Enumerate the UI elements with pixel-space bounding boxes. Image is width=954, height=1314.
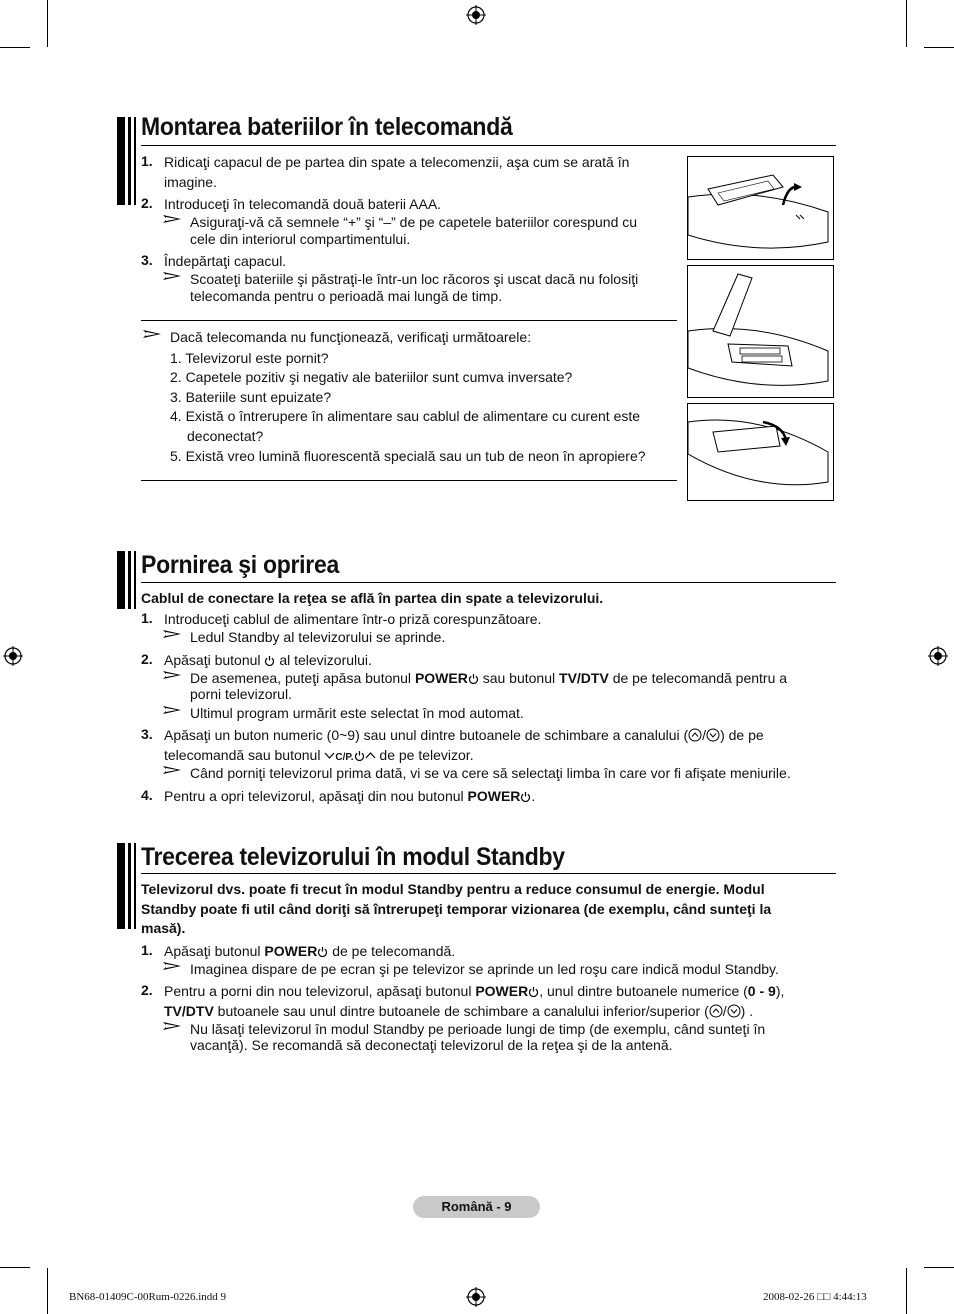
step-text-part: ) . — [740, 1003, 754, 1019]
step-text: Îndepărtaţi capacul. — [164, 253, 287, 269]
power-icon — [468, 673, 479, 684]
title-rule — [141, 582, 836, 583]
step-text-part: Apăsaţi un buton numeric (0~9) sau unul dintre butoanele de schimbare a canalului ( — [164, 727, 689, 743]
crop-mark — [906, 1268, 907, 1314]
step-text — [164, 651, 372, 669]
note-text: cele din interiorul compartimentului. — [190, 231, 411, 247]
note-text: Ultimul program urmărit este selectat în mod automat. — [190, 705, 524, 721]
divider — [141, 480, 677, 481]
step-text — [164, 726, 764, 744]
step-number: 3. — [141, 252, 153, 268]
note-arrow-icon — [143, 329, 161, 339]
check-item: 3. Bateriile sunt epuizate? — [170, 389, 332, 405]
crop-mark — [0, 1267, 30, 1268]
note-arrow-icon — [163, 961, 181, 971]
section-bar — [117, 551, 131, 609]
chevron-up-icon — [365, 750, 376, 761]
section-title-standby: Trecerea televizorului în modul Standby — [141, 843, 565, 871]
step-text-part: ) de pe — [720, 727, 764, 743]
number-range: 0 - 9 — [747, 983, 776, 999]
registration-mark-icon — [3, 646, 23, 666]
registration-mark-icon — [928, 646, 948, 666]
power-icon — [317, 946, 328, 957]
divider — [141, 320, 677, 321]
note-arrow-icon — [163, 670, 181, 680]
note-text: Imaginea dispare de pe ecran şi pe televizor se aprinde un led roşu care indică modul Standby. — [190, 961, 779, 977]
step-text — [164, 982, 784, 1000]
step-text: Introduceţi cablul de alimentare într-o priză corespunzătoare. — [164, 611, 542, 627]
note-text: vacanţă). Se recomandă să deconectaţi televizorul de la reţea şi de la antenă. — [190, 1037, 673, 1053]
step-text — [164, 942, 455, 960]
power-icon — [520, 791, 531, 802]
step-text — [164, 1002, 753, 1020]
crop-mark — [924, 1267, 954, 1268]
power-label: POWER — [264, 943, 318, 959]
registration-mark-icon — [466, 5, 486, 25]
remote-illustration-open-cover — [687, 156, 834, 260]
step-text-part: ), — [775, 983, 785, 999]
remote-close-icon — [688, 404, 833, 500]
step-number: 1. — [141, 153, 153, 169]
section-intro: masă). — [141, 920, 186, 936]
section-intro: Televizorul dvs. poate fi trecut în modul Standby pentru a reduce consumul de energie. Modul — [141, 881, 765, 897]
check-item: 5. Există vreo lumină fluorescentă specială sau un tub de neon în apropiere? — [170, 448, 646, 464]
check-item: deconectat? — [187, 428, 264, 444]
channel-up-icon — [688, 728, 702, 742]
section-title-batteries: Montarea bateriilor în telecomandă — [141, 113, 513, 141]
note-text-part: sau butonul — [482, 670, 556, 686]
step-text — [164, 787, 535, 805]
note-arrow-icon — [163, 1021, 181, 1031]
step-number: 4. — [141, 787, 153, 803]
power-icon — [528, 986, 539, 997]
cp-label: C/P. — [335, 752, 354, 763]
note-arrow-icon — [163, 271, 181, 281]
step-text: Ridicaţi capacul de pe partea din spate a telecomenzii, aşa cum se arată în — [164, 154, 630, 170]
remote-batteries-icon — [688, 266, 833, 397]
step-text-part: de pe telecomandă. — [332, 943, 456, 959]
step-text-part: . — [531, 788, 536, 804]
section-intro: Standby poate fi util când doriţi să întrerupeţi temporar vizionarea (de exemplu, când sunteţi la — [141, 901, 772, 917]
note-text: Nu lăsaţi televizorul în modul Standby pe perioade lungi de timp (de exemplu, când sunteţi în — [190, 1021, 766, 1037]
step-text-part: / — [722, 1003, 727, 1019]
note-arrow-icon — [163, 214, 181, 224]
power-label: POWER — [467, 788, 521, 804]
check-item: 4. Există o întrerupere în alimentare sau cablul de alimentare cu curent este — [170, 408, 641, 424]
step-text-part: , unul dintre butoanele numerice ( — [539, 983, 748, 999]
note-text: Când porniţi televizorul prima dată, vi se va cere să selectaţi limba în care vor fi afişate meniurile. — [190, 765, 791, 781]
crop-mark — [906, 0, 907, 47]
step-text-part: Apăsaţi butonul — [164, 943, 261, 959]
page-number-badge: Română - 9 — [413, 1196, 540, 1218]
step-number: 2. — [141, 651, 153, 667]
channel-down-icon — [706, 728, 720, 742]
check-intro: Dacă telecomanda nu funcţionează, verificaţi următoarele: — [170, 329, 532, 345]
tvdtv-label: TV/DTV — [164, 1003, 214, 1019]
footer-file-info: BN68-01409C-00Rum-0226.indd 9 — [69, 1291, 227, 1303]
step-number: 1. — [141, 610, 153, 626]
step-number: 2. — [141, 195, 153, 211]
check-item: 1. Televizorul este pornit? — [170, 350, 329, 366]
step-text-part: Pentru a opri televizorul, apăsaţi din nou butonul — [164, 788, 464, 804]
step-text: Introduceţi în telecomandă două baterii AAA. — [164, 196, 442, 212]
step-number: 3. — [141, 726, 153, 742]
step-number: 2. — [141, 982, 153, 998]
note-text: Ledul Standby al televizorului se aprinde. — [190, 629, 446, 645]
remote-back-icon — [688, 157, 833, 259]
crop-mark — [924, 47, 954, 48]
crop-mark — [47, 0, 48, 47]
note-text-part: De asemenea, puteţi apăsa butonul — [190, 670, 412, 686]
note-arrow-icon — [163, 765, 181, 775]
step-text-part: Pentru a porni din nou televizorul, apăsaţi butonul — [164, 983, 472, 999]
chevron-down-icon — [324, 750, 335, 761]
note-text: porni televizorul. — [190, 686, 292, 702]
step-number: 1. — [141, 942, 153, 958]
step-text-part: butoanele sau unul dintre butoanele de schimbare a canalului inferior/superior ( — [217, 1003, 709, 1019]
power-label: POWER — [414, 670, 468, 686]
power-icon — [264, 655, 275, 666]
power-label: POWER — [475, 983, 529, 999]
section-intro: Cablul de conectare la reţea se află în partea din spate a televizorului. — [141, 590, 604, 606]
note-text-part: de pe telecomandă pentru a — [612, 670, 788, 686]
title-rule — [141, 145, 836, 146]
crop-mark — [0, 47, 30, 48]
step-text: imagine. — [164, 174, 217, 190]
power-icon — [354, 750, 365, 761]
remote-illustration-batteries — [687, 265, 834, 398]
note-text: Asiguraţi-vă că semnele “+” şi “–” de pe capetele bateriilor corespund cu — [190, 214, 638, 230]
step-text-part: / — [702, 727, 707, 743]
crop-mark — [47, 1268, 48, 1314]
check-item: 2. Capetele pozitiv şi negativ ale bateriilor sunt cumva inversate? — [170, 369, 573, 385]
step-text-part: al televizorului. — [279, 652, 372, 668]
tvdtv-label: TV/DTV — [559, 670, 609, 686]
channel-down-icon — [727, 1004, 741, 1018]
channel-up-icon — [709, 1004, 723, 1018]
step-text-part: telecomandă sau butonul — [164, 747, 321, 763]
note-text: telecomanda pentru o perioadă mai lungă de timp. — [190, 288, 503, 304]
section-bar — [117, 843, 131, 929]
note-text: Scoateţi bateriile şi păstraţi-le într-un loc răcoros şi uscat dacă nu folosiţi — [190, 271, 639, 287]
remote-illustration-close-cover — [687, 403, 834, 501]
step-text-part: Apăsaţi butonul — [164, 652, 261, 668]
footer-timestamp: 2008-02-26 □□ 4:44:13 — [763, 1291, 867, 1303]
section-bar — [117, 117, 131, 205]
note-arrow-icon — [163, 705, 181, 715]
note-arrow-icon — [163, 629, 181, 639]
section-title-power: Pornirea şi oprirea — [141, 551, 340, 579]
registration-mark-icon — [466, 1287, 486, 1307]
title-rule — [141, 873, 836, 874]
step-text-part: de pe televizor. — [379, 747, 474, 763]
